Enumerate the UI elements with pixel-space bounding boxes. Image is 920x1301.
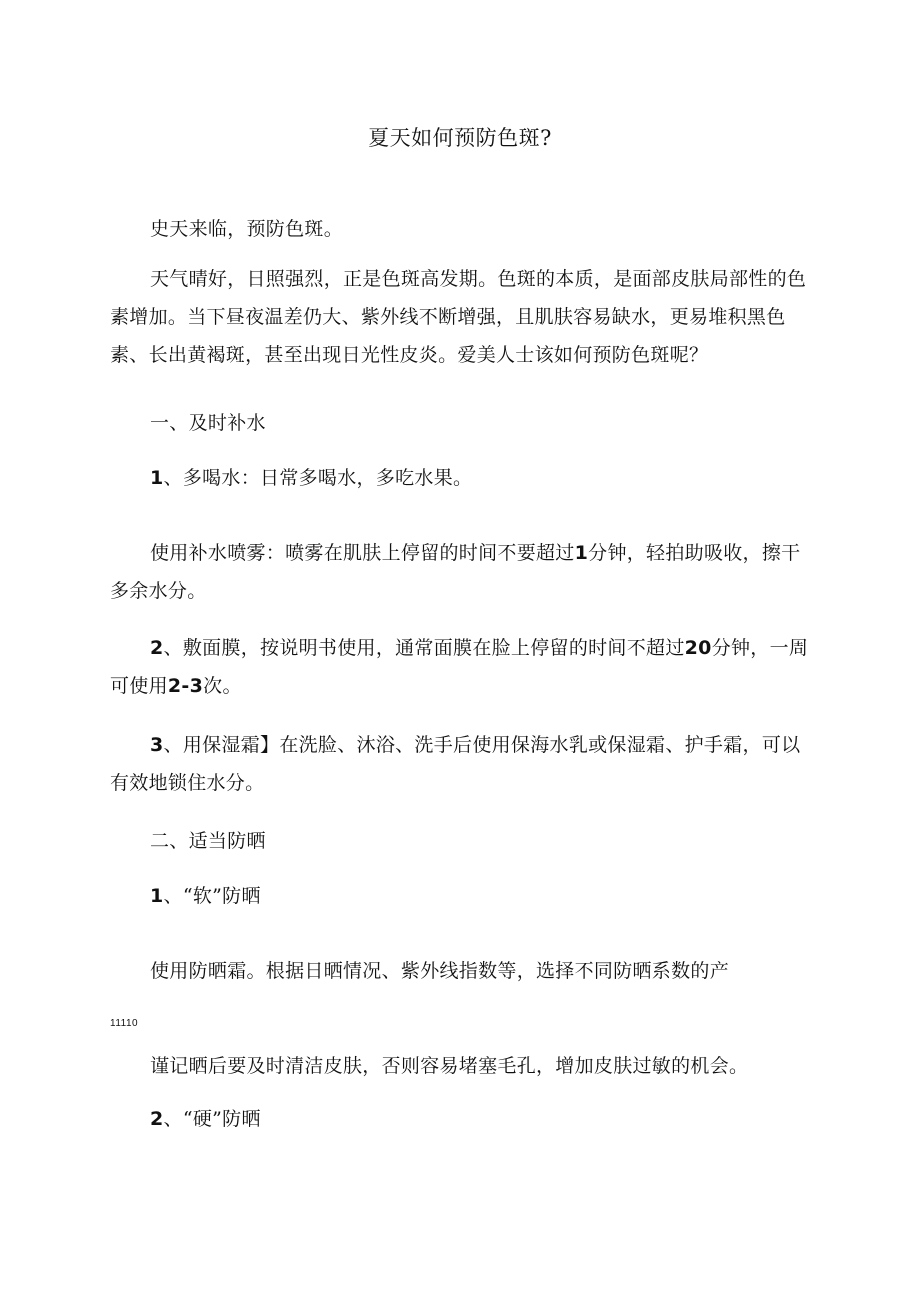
section-heading-hydration [110, 404, 815, 442]
list-item-text: 、多喝水：日常多喝水，多吃水果。 [163, 467, 473, 489]
list-item-moisturizer [110, 726, 815, 802]
cleaning-paragraph [110, 1047, 815, 1085]
body-paragraph [110, 260, 815, 374]
list-number: 2 [150, 1108, 164, 1130]
section-heading-sun-protection [110, 822, 815, 860]
page-title: 夏天如何预防色斑? [368, 126, 552, 150]
list-number: 1 [150, 885, 164, 907]
stray-text: 11110 [110, 1018, 139, 1029]
cleaning-text: 谨记晒后要及时清洁皮肤，否则容易堵塞毛孔，增加皮肤过敏的机会。 [150, 1055, 749, 1077]
body-text: 天气晴好，日照强烈，正是色斑高发期。色斑的本质，是面部皮肤局部性的色素增加。当下昼夜温差仍大、紫外线不断增强，且肌肤容易缺水，更易堆积黑色素、长出黄褐斑，甚至出现日光性皮炎。爱美人士该如何预防色斑呢？ [110, 268, 807, 366]
list-number: 2 [150, 637, 164, 659]
list-item-drink-water [110, 459, 815, 497]
spray-text-a: 使用补水喷雾：喷雾在肌肤上停留的时间不要超过 [150, 542, 575, 564]
sunscreen-paragraph [110, 952, 815, 990]
section-heading-text: 一、及时补水 [150, 412, 266, 434]
list-item-hard-protection [110, 1100, 815, 1138]
mask-minutes: 20 [684, 637, 712, 659]
list-number: 3 [150, 734, 164, 756]
list-number: 1 [150, 467, 164, 489]
intro-paragraph [110, 210, 815, 248]
section-heading-text: 二、适当防晒 [150, 830, 266, 852]
spray-number: 1 [574, 542, 589, 564]
mask-text-a: 、敷面膜，按说明书使用，通常面膜在脸上停留的时间不超过 [163, 637, 685, 659]
mask-text-b: 分钟，一周可使用 [110, 637, 809, 697]
list-item-text: 、“软”防晒 [163, 885, 261, 907]
list-item-text: 、用保湿霜】在洗脸、沐浴、洗手后使用保海水乳或保湿霜、护手霜，可以有效地锁住水分。 [110, 734, 801, 794]
mask-frequency: 2-3 [167, 675, 204, 697]
mask-text-c: 次。 [203, 675, 242, 697]
sunscreen-text: 使用防晒霜。根据日晒情况、紫外线指数等，选择不同防晒系数的产 [150, 960, 730, 982]
list-item-soft-protection [110, 877, 815, 915]
list-item-text: 、“硬”防晒 [163, 1108, 261, 1130]
spray-paragraph [110, 534, 815, 610]
intro-text: 史天来临，预防色斑。 [150, 218, 344, 240]
list-item-face-mask [110, 629, 815, 705]
spray-text-b: 分钟，轻拍助吸收，擦干多余水分。 [110, 542, 801, 602]
